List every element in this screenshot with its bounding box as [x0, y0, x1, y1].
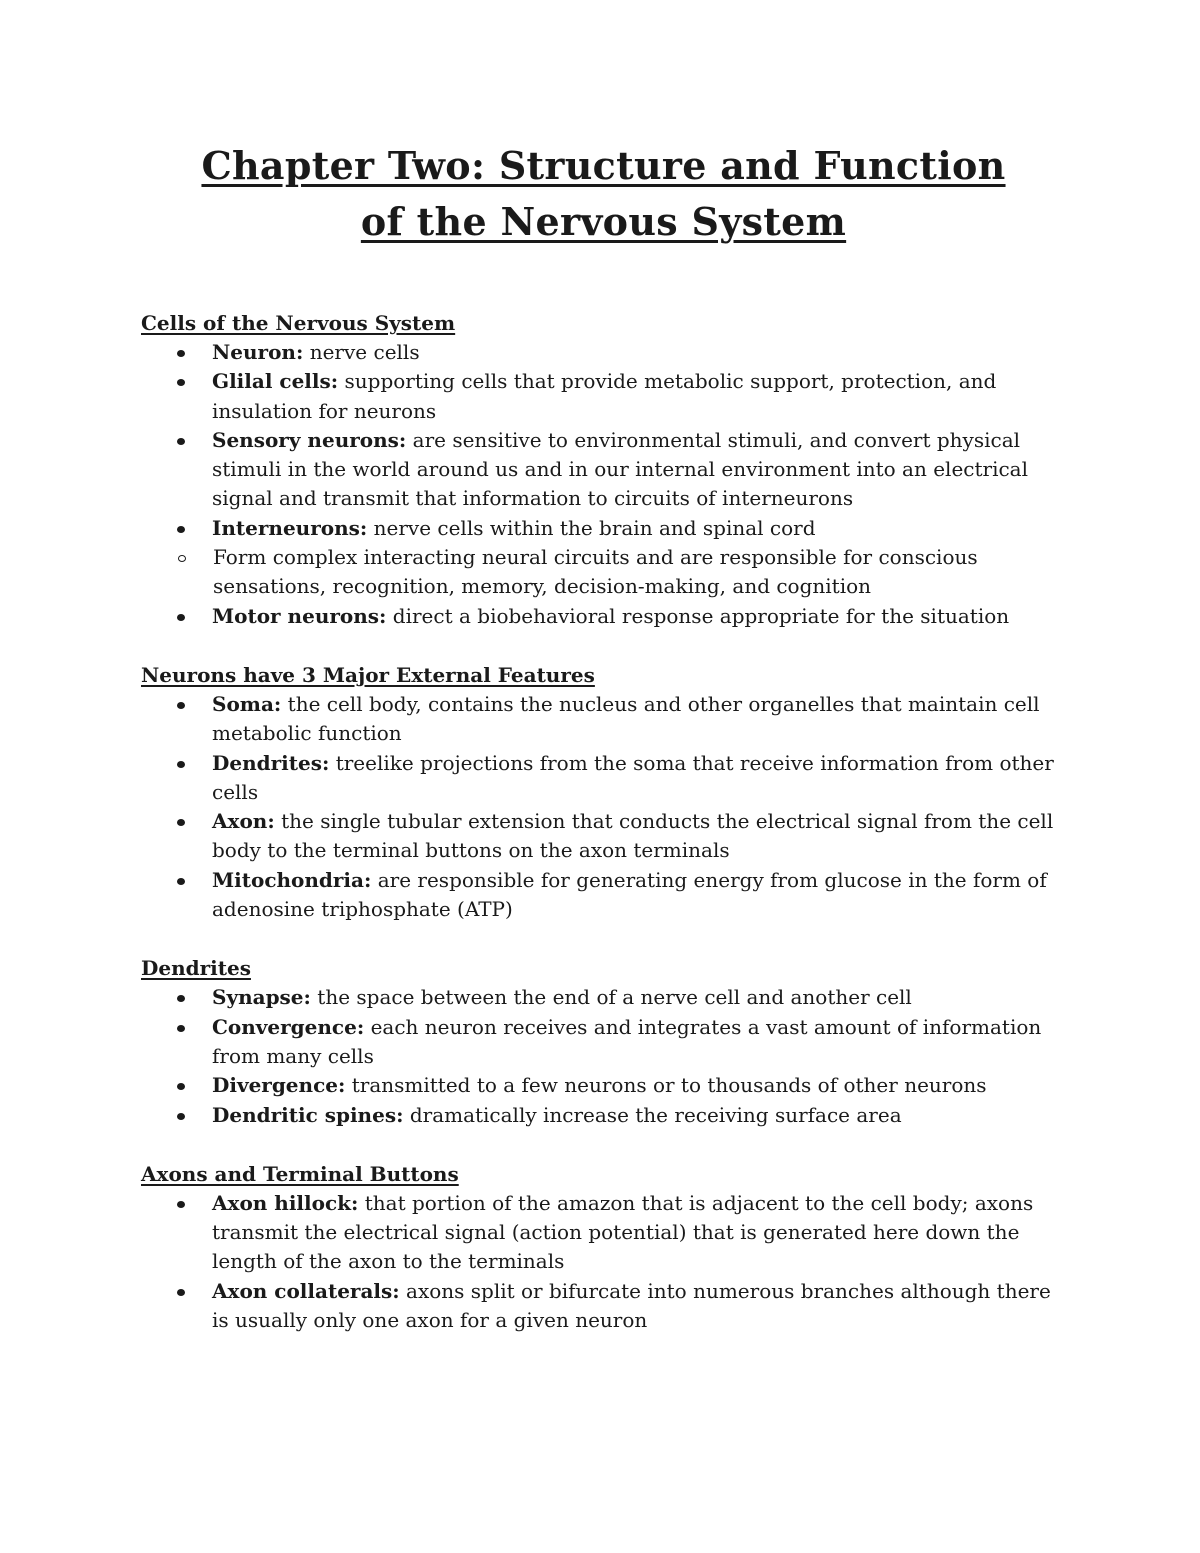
list-item [141, 807, 1066, 866]
definition: axons split or bifurcate into numerous branches although there is usually only one axon for a given neuron [212, 1278, 1051, 1333]
bullet-icon [177, 702, 185, 709]
term: Interneurons: [212, 515, 368, 540]
term: Dendritic spines: [212, 1102, 404, 1127]
definition: dramatically increase the receiving surface area [403, 1102, 902, 1127]
term: Synapse: [212, 985, 311, 1010]
list-item [141, 1071, 1066, 1100]
section-dendrites [141, 954, 1066, 1129]
bullet-list [141, 338, 1066, 543]
definition: supporting cells that provide metabolic support, protection, and insulation for neurons [212, 369, 997, 423]
bullet-icon [177, 878, 185, 885]
list-item [141, 749, 1066, 808]
term: Soma: [212, 691, 282, 716]
definition: the cell body, contains the nucleus and other organelles that maintain cell metabolic function [212, 691, 1040, 746]
sub-list-item [141, 543, 1066, 602]
bullet-icon [177, 1289, 185, 1296]
term: Axon hillock: [212, 1190, 359, 1215]
bullet-icon [177, 526, 185, 533]
section-heading: Cells of the Nervous System [141, 311, 456, 335]
sub-bullet-list [141, 543, 1066, 602]
bullet-icon [177, 614, 185, 621]
page-title-line-2: of the Nervous System [360, 199, 847, 244]
definition: the space between the end of a nerve cell and another cell [310, 985, 912, 1010]
bullet-list [141, 690, 1066, 924]
page-title-line-1: Chapter Two: Structure and Function [201, 143, 1006, 188]
section-heading: Neurons have 3 Major External Features [141, 662, 595, 687]
list-item [141, 1101, 1066, 1130]
term: Mitochondria: [212, 867, 372, 892]
list-item [141, 1013, 1066, 1072]
definition: each neuron receives and integrates a vast amount of information from many cells [212, 1014, 1042, 1068]
term: Glilal cells: [212, 369, 339, 394]
section-neuron-external-features [141, 661, 1066, 924]
definition: that portion of the amazon that is adjacent to the cell body; axons transmit the electrical signal (action potential) that is generated here down the length of the axon to the terminals [212, 1190, 1034, 1274]
list-item [141, 866, 1066, 925]
definition: direct a biobehavioral response appropriate for the situation [386, 603, 1010, 628]
sub-item-text: Form complex interacting neural circuits and are responsible for conscious sensations, recognition, memory, decision-making, and cognition [213, 545, 978, 599]
term: Divergence: [212, 1073, 346, 1098]
bullet-list [141, 602, 1066, 631]
bullet-list [141, 1189, 1066, 1335]
section-cells-of-nervous-system [141, 309, 1066, 631]
bullet-icon [177, 1025, 185, 1032]
section-heading: Axons and Terminal Buttons [141, 1161, 459, 1186]
bullet-icon [177, 819, 185, 826]
hollow-bullet-icon [178, 555, 186, 562]
term: Dendrites: [212, 750, 330, 775]
bullet-icon [177, 1113, 185, 1120]
term: Convergence: [212, 1014, 365, 1039]
bullet-icon [177, 1083, 185, 1090]
page-title [141, 138, 1066, 250]
list-item [141, 1189, 1066, 1277]
bullet-icon [177, 379, 185, 386]
term: Axon collaterals: [212, 1278, 400, 1303]
bullet-icon [177, 995, 185, 1002]
definition: transmitted to a few neurons or to thousands of other neurons [345, 1073, 987, 1098]
definition: nerve cells [303, 340, 420, 364]
list-item [141, 514, 1066, 543]
list-item [141, 602, 1066, 631]
definition: are sensitive to environmental stimuli, and convert physical stimuli in the world around us and in our internal environment into an electrical signal and transmit that information to circuits of interneurons [212, 427, 1029, 511]
definition: are responsible for generating energy from glucose in the form of adenosine triphosphate (ATP) [212, 867, 1047, 922]
section-heading: Dendrites [141, 956, 251, 981]
definition: nerve cells within the brain and spinal cord [367, 515, 816, 540]
bullet-icon [177, 761, 185, 768]
bullet-icon [177, 1201, 185, 1208]
term: Neuron: [212, 340, 304, 364]
bullet-icon [177, 438, 185, 445]
list-item [141, 1277, 1066, 1336]
list-item [141, 426, 1066, 514]
bullet-list [141, 983, 1066, 1129]
list-item [141, 983, 1066, 1012]
list-item [141, 338, 1066, 367]
section-axons-terminal-buttons [141, 1160, 1066, 1335]
term: Axon: [212, 809, 275, 834]
list-item [141, 367, 1066, 426]
term: Motor neurons: [212, 603, 387, 628]
bullet-icon [177, 350, 185, 357]
sections [141, 309, 1066, 1335]
term: Sensory neurons: [212, 427, 407, 452]
list-item [141, 690, 1066, 749]
document-page [141, 138, 1066, 1365]
definition: the single tubular extension that conducts the electrical signal from the cell body to the terminal buttons on the axon terminals [212, 809, 1054, 863]
definition: treelike projections from the soma that receive information from other cells [212, 750, 1054, 804]
